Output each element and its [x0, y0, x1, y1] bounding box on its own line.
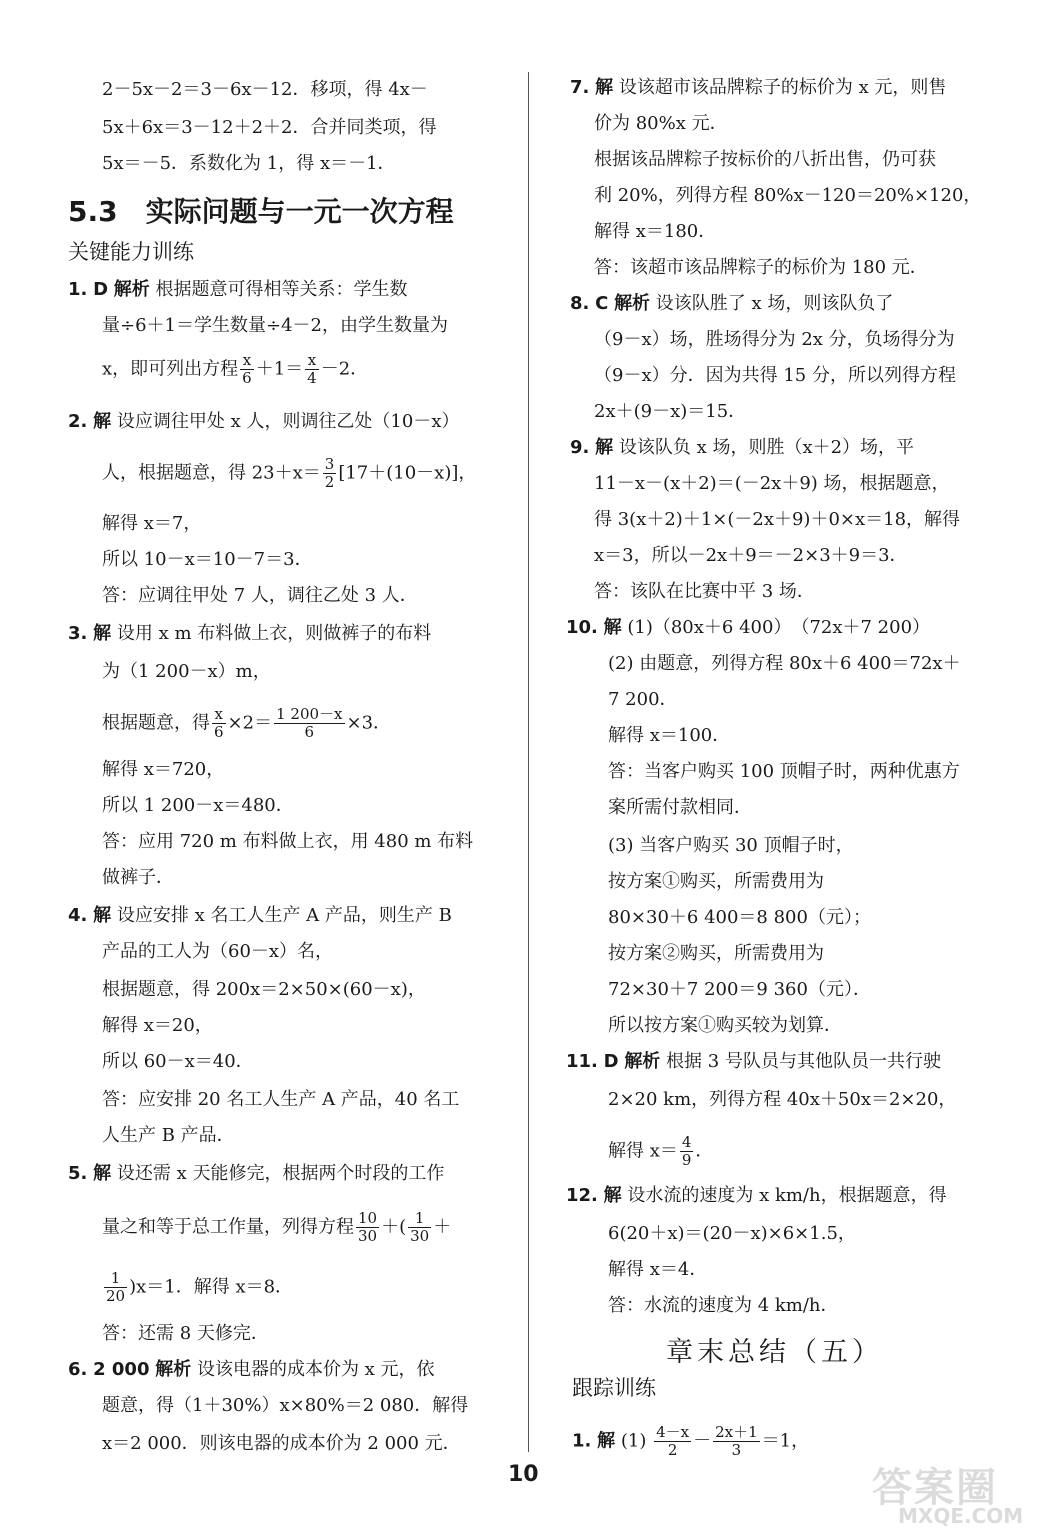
q6-label: 解析 [155, 1359, 192, 1380]
q3-fraction-2: $\frac{1 200-x}{6}$ [276, 705, 343, 741]
chapter-title: 章末总结（五） [666, 1337, 883, 1368]
q7-label: 解 [595, 77, 614, 98]
watermark-logo [868, 1454, 1024, 1528]
q1-line-1 [68, 278, 408, 302]
q2-line-1: 2. 解 设应调往甲处 x 人，则调往乙处（10－x） [68, 411, 460, 432]
q10-line-5: 答：当客户购买 100 顶帽子时，两种优惠方 [608, 761, 960, 782]
q10-line-1: 10. 解 (1)（80x＋6 400） （72x＋7 200） [566, 617, 931, 638]
q11-line-3: 解得 x＝ $\frac{4}{9}$ ． [608, 1133, 714, 1169]
q11-line-1: 11. D 解析 根据 3 号队员与其他队员一共行驶 [566, 1051, 941, 1072]
q10-line-3: 7 200． [608, 689, 678, 710]
subheading: 关键能力训练 [68, 240, 194, 264]
q5-number: 5. [68, 1163, 88, 1184]
q11-line-2: 2×20 km，列得方程 40x＋50x＝2×20， [608, 1089, 957, 1110]
q5-line-4: 答：还需 8 天修完． [102, 1323, 269, 1344]
c1-line-1: 1. 解 (1) $\frac{4-x}{2}$ － $\frac{2x+1}{3}$ ＝1， [572, 1423, 810, 1459]
q3-line-4: 解得 x＝720， [102, 759, 225, 780]
q6-answer: 2 000 [93, 1359, 150, 1380]
q10-line-12: 所以按方案①购买较为划算． [608, 1015, 842, 1036]
q3-line-6: 答：应用 720 m 布料做上衣，用 480 m 布料 [102, 831, 474, 852]
q9-line-5: 答：该队在比赛中平 3 场． [594, 581, 815, 602]
q8-line-1: 8. C 解析 设该队胜了 x 场，则该队负了 [570, 293, 894, 314]
q7-number: 7. [570, 77, 590, 98]
q3-line-3: 根据题意，得 $\frac{x}{6}$ ×2＝ $\frac{1 200-x}{6}$ ×3． [102, 705, 392, 741]
q10-line-10: 按方案②购买，所需费用为 [608, 943, 824, 964]
q11-number: 11. [566, 1051, 598, 1072]
q2-label: 解 [93, 411, 112, 432]
q1-text-1: 根据题意可得相等关系：学生数 [155, 279, 408, 300]
q2-line-2: 人，根据题意，得 23＋x＝ $\frac{3}{2}$ [17＋(10－x)]， [102, 455, 477, 491]
q3-line-5: 所以 1 200－x＝480． [102, 795, 294, 816]
chapter-subheading: 跟踪训练 [572, 1376, 656, 1400]
q4-line-7: 人生产 B 产品． [102, 1125, 235, 1146]
q5-line-2: 量之和等于总工作量，列得方程 $\frac{10}{30}$ ＋( $\frac{1}{30}$ ＋ [102, 1209, 452, 1245]
q6-line-3: x＝2 000．则该电器的成本价为 2 000 元． [102, 1433, 461, 1454]
q10-line-4: 解得 x＝100． [608, 725, 731, 746]
q7-line-5: 解得 x＝180． [594, 221, 717, 242]
q1-label: 解析 [113, 279, 150, 300]
q4-line-6: 答：应安排 20 名工人生产 A 产品，40 名工 [102, 1089, 460, 1110]
q12-line-3: 解得 x＝4． [608, 1259, 708, 1280]
q6-line-2: 题意，得（1＋30%）x×80%＝2 080．解得 [102, 1395, 469, 1416]
q2-line-5: 答：应调往甲处 7 人，调往乙处 3 人． [102, 585, 418, 606]
q6-number: 6. [68, 1359, 88, 1380]
q12-label: 解 [603, 1185, 622, 1206]
q8-label: 解析 [614, 293, 651, 314]
q9-line-1: 9. 解 设该队负 x 场，则胜（x＋2）场，平 [570, 437, 915, 458]
q4-line-2: 产品的工人为（60－x）名， [102, 941, 334, 962]
q10-line-6: 案所需付款相同． [608, 797, 752, 818]
q12-line-1: 12. 解 设水流的速度为 x km/h，根据题意，得 [566, 1185, 947, 1206]
q8-number: 8. [570, 293, 590, 314]
q11-fraction: $\frac{4}{9}$ [681, 1133, 692, 1169]
q3-label: 解 [93, 623, 112, 644]
q7-line-6: 答：该超市该品牌粽子的标价为 180 元． [594, 257, 928, 278]
q10-line-9: 80×30＋6 400＝8 800（元）； [608, 907, 871, 928]
q6-line-1: 6. 2 000 解析 设该电器的成本价为 x 元，依 [68, 1359, 435, 1380]
q4-line-1: 4. 解 设应安排 x 名工人生产 A 产品，则生产 B [68, 905, 452, 926]
q10-line-2: (2) 由题意，列得方程 80x＋6 400＝72x＋ [608, 653, 961, 674]
q7-line-2: 价为 80%x 元． [594, 113, 728, 134]
q3-line-1: 3. 解 设用 x m 布料做上衣，则做裤子的布料 [68, 623, 432, 644]
q10-label: 解 [603, 617, 622, 638]
c1-number: 1. [572, 1430, 592, 1452]
q8-answer: C [595, 293, 609, 314]
q9-label: 解 [595, 437, 614, 458]
q2-line-4: 所以 10－x＝10－7＝3． [102, 549, 313, 570]
q8-line-2: （9－x）场，胜场得分为 2x 分，负场得分为 [594, 329, 955, 350]
q10-line-7: (3) 当客户购买 30 顶帽子时， [608, 835, 854, 856]
q4-line-3: 根据题意，得 200x＝2×50×(60－x)， [102, 979, 426, 1000]
c1-fraction-2: $\frac{2x+1}{3}$ [715, 1423, 758, 1459]
q11-label: 解析 [624, 1051, 661, 1072]
q3-number: 3. [68, 623, 88, 644]
q4-number: 4. [68, 905, 88, 926]
section-title: 5.3 实际问题与一元一次方程 [68, 195, 454, 228]
q1-fraction-2: $\frac{x}{4}$ [307, 351, 317, 387]
q11-answer: D [603, 1051, 619, 1072]
q1-fraction-1: $\frac{x}{6}$ [242, 351, 252, 387]
q1-answer: D [93, 279, 109, 300]
q5-fraction-1: $\frac{10}{30}$ [358, 1209, 378, 1245]
q1-line-3: x，即可列出方程 $\frac{x}{6}$ ＋1＝ $\frac{x}{4}$ －2． [102, 351, 369, 387]
q5-fraction-3: $\frac{1}{20}$ [106, 1269, 126, 1305]
c1-label: 解 [597, 1430, 616, 1452]
c1-fraction-1: $\frac{4-x}{2}$ [656, 1423, 690, 1459]
q9-line-2: 11－x－(x＋2)＝(－2x＋9) 场，根据题意， [594, 473, 950, 494]
q12-line-4: 答：水流的速度为 4 km/h． [608, 1295, 839, 1316]
q4-label: 解 [93, 905, 112, 926]
q5-line-3: $\frac{1}{20}$ )x＝1．解得 x＝8． [106, 1269, 294, 1305]
intro-line-1: 2－5x－2＝3－6x－12．移项，得 4x－ [102, 79, 428, 100]
q2-line-3: 解得 x＝7， [102, 513, 202, 534]
watermark-url: MXQE.COM [898, 1504, 1024, 1528]
q1-line-2: 量÷6＋1＝学生数量÷4－2，由学生数量为 [102, 315, 448, 336]
q2-fraction: $\frac{3}{2}$ [324, 455, 335, 491]
intro-line-3: 5x＝－5．系数化为 1，得 x＝－1． [102, 153, 396, 174]
q5-label: 解 [93, 1163, 112, 1184]
q10-line-8: 按方案①购买，所需费用为 [608, 871, 824, 892]
q12-line-2: 6(20＋x)＝(20－x)×6×1.5， [608, 1223, 856, 1244]
q10-line-11: 72×30＋7 200＝9 360（元）． [608, 979, 871, 1000]
q1-number: 1. [68, 279, 88, 300]
q5-fraction-2: $\frac{1}{30}$ [410, 1209, 430, 1245]
watermark-text: 答案圈 [872, 1465, 998, 1511]
q7-line-4: 利 20%，列得方程 80%x－120＝20%×120， [594, 185, 982, 206]
q9-line-3: 得 3(x＋2)＋1×(－2x＋9)＋0×x＝18，解得 [594, 509, 961, 530]
q5-line-1: 5. 解 设还需 x 天能修完，根据两个时段的工作 [68, 1163, 445, 1184]
q3-line-7: 做裤子． [102, 867, 174, 888]
q9-number: 9. [570, 437, 590, 458]
q3-line-2: 为（1 200－x）m， [102, 661, 271, 682]
q3-fraction-1: $\frac{x}{6}$ [214, 705, 224, 741]
page-number: 10 [508, 1462, 539, 1487]
q4-line-4: 解得 x＝20， [102, 1015, 213, 1036]
q10-number: 10. [566, 617, 598, 638]
q7-line-3: 根据该品牌粽子按标价的八折出售，仍可获 [594, 149, 936, 170]
q4-line-5: 所以 60－x＝40． [102, 1051, 254, 1072]
q9-line-4: x＝3，所以－2x＋9＝－2×3＋9＝3． [594, 545, 908, 566]
q8-line-3: （9－x）分．因为共得 15 分，所以列得方程 [594, 365, 956, 386]
q2-number: 2. [68, 411, 88, 432]
intro-line-2: 5x＋6x＝3－12＋2＋2．合并同类项，得 [102, 117, 437, 138]
q12-number: 12. [566, 1185, 598, 1206]
q7-line-1: 7. 解 设该超市该品牌粽子的标价为 x 元，则售 [570, 77, 947, 98]
q8-line-4: 2x＋(9－x)＝15． [594, 401, 747, 422]
column-divider [528, 72, 529, 1452]
